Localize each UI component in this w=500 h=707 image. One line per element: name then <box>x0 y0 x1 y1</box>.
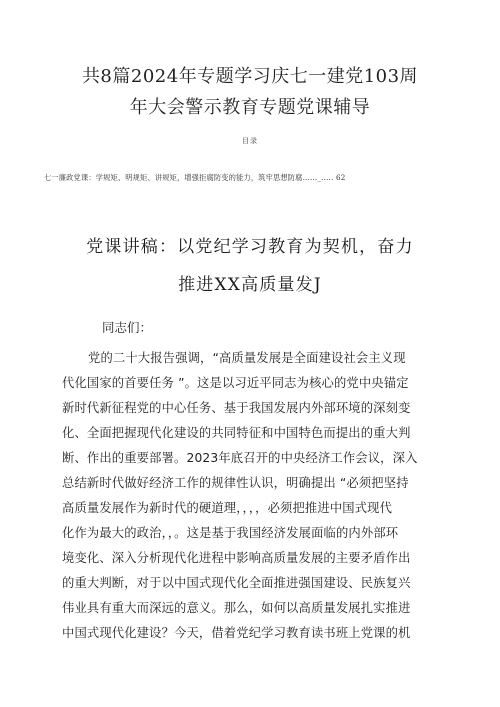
body-line: 伟业具有重大而深远的意义。那么，如何以高质量发展扎实推进 <box>62 601 411 615</box>
section-title-line-2: 推进XX高质量发J <box>178 275 322 295</box>
body-line: 化作为最大的政治，，。这是基于我国经济发展面临的内外部环 <box>62 526 399 540</box>
toc-entry: 七一廉政党课：学规矩、明规矩、讲规矩，增强拒腐防变的能力，筑牢思想防腐……_.…. 62 <box>44 173 346 182</box>
body-line: 总结新时代做好经济工作的规律性认识，明确提出 “必须把坚持 <box>62 476 409 490</box>
salutation: 同志们： <box>102 320 153 335</box>
body-line: 高质量发展作为新时代的硬道理，，，，必须把推进中国式现代 <box>62 501 393 515</box>
document-title-line-2: 年大会警示教育专题党课辅导 <box>129 97 371 118</box>
body-line: 的重大判断，对于以中国式现代化全面推进强国建设、民族复兴 <box>62 576 411 590</box>
body-line: 新时代新征程党的中心任务、基于我国发展内外部环境的深刻变 <box>62 401 411 415</box>
section-title-line-1: 党课讲稿：以党纪学习教育为契机，奋力 <box>86 237 414 257</box>
body-line: 中国式现代化建设？今天，借着党纪学习教育读书班上党课的机 <box>62 626 411 640</box>
body-line: 化、全面把握现代化建设的共同特征和中国特色而提出的重大判 <box>62 426 411 440</box>
body-line: 境变化、深入分析现代化进程中影响高质量发展的主要矛盾作出 <box>62 551 411 565</box>
document-title-line-1: 共8篇2024年专题学习庆七一建党103周 <box>81 66 419 87</box>
body-line: 党的二十大报告强调，“高质量发展是全面建设社会主义现 <box>88 351 406 365</box>
body-line: 代化国家的首要任务 ”。这是以习近平同志为核心的党中央锚定 <box>62 376 409 390</box>
body-line: 断、作出的重要部署。2023年底召开的中央经济工作会议，深入 <box>62 451 418 465</box>
toc-heading: 目录 <box>242 137 258 145</box>
